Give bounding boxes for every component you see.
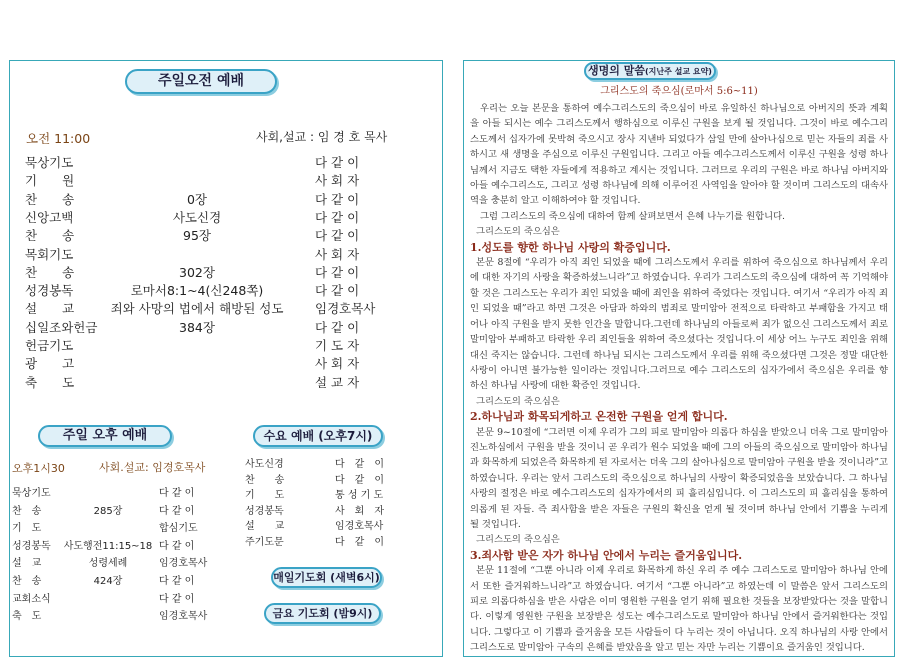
sermon-point-3-heading: 3.죄사함 받은 자가 하나님 안에서 누리는 즐거움입니다.	[470, 548, 743, 562]
morning-order-by: 다 같 이	[315, 283, 360, 299]
morning-order-row	[9, 264, 443, 282]
afternoon-order-row	[9, 610, 234, 624]
morning-order-row	[9, 154, 443, 172]
morning-order-by: 다 같 이	[315, 264, 360, 280]
sermon-title-badge	[584, 62, 716, 80]
sermon-title: 생명의 말씀	[588, 64, 645, 77]
morning-order-by: 사 회 자	[315, 173, 360, 189]
afternoon-order-row	[9, 593, 234, 607]
morning-order-detail: 95장	[183, 228, 211, 244]
afternoon-service-leader: 사회.설교: 임경호목사	[99, 461, 206, 474]
afternoon-order-by: 임경호목사	[159, 611, 208, 623]
morning-order-item: 십일조와헌금	[25, 319, 98, 335]
morning-order-row	[9, 191, 443, 209]
wednesday-order-by: 통 성 기 도	[335, 490, 384, 502]
wednesday-order-item: 찬 송	[245, 474, 285, 486]
morning-order-by: 다 같 이	[315, 319, 360, 335]
afternoon-order-detail: 424장	[93, 576, 123, 587]
sermon-intro-2: 그럼 그리스도의 죽으심에 대하여 함께 살펴보면서 은혜 나누기를 원합니다.	[480, 210, 786, 222]
morning-order-detail: 384장	[179, 319, 215, 335]
daily-prayer-meeting: 매일기도회 (새벽6시)	[271, 567, 382, 588]
afternoon-order-by: 다 같 이	[159, 540, 195, 552]
morning-order-by: 다 같 이	[315, 228, 360, 244]
morning-order-item: 헌금기도	[25, 338, 74, 353]
wednesday-order-row	[245, 505, 435, 519]
wednesday-service-title: 수요 예배 (오후7시)	[253, 425, 383, 447]
sermon-point-1-body: 본문 8절에 “우리가 아직 죄인 되었을 때에 그리스도께서 우리를 위하여 죽으심으로 하나님께서 우리에 대한 자기의 사랑을 확증하셨느니라”고 하였습니다. 우리가 그리스도의 죽으심에 대하여 꼭 기억해야 할 것은 그리스도는 우리가 죄인 되었을 때에 죄인을 위하여 죽었다는 것입니다. 여기서 “우리가 아직 죄인 되었을 때”라고 하면 그것은 아담과 하와의 범죄로 말미암아 전적으로 타락하고 부패함을 가지고 태어나 아직 구원을 받지 못한 인간을 말합니다.그런데 하나님의 아들로써 죄가 없으신 그리스도께서 죄로 말미암아 부패하고 타락한 우리 죄인들을 위하여 죽으셨다는 것입니다.이 세상 어느 누구도 죄인을 위해 대신 죽지는 않습니다. 그런데 하나님 되시는 그리스도께서 우리를 위해 죽으셨다면 그것은 정말 대단한 사랑이 아니면 불가능한 일이라는 것입니다.그러므로 예수 그리스도의 십자가에서 죽으심은 우리를 향하신 하나님 사랑에 대한 확증인 것입니다.	[470, 257, 888, 392]
wednesday-order-by: 사 회 자	[335, 505, 384, 517]
afternoon-order-by: 다 같 이	[159, 505, 195, 517]
morning-order-item: 광 고	[25, 356, 75, 372]
morning-order-item: 축 도	[25, 374, 75, 390]
morning-order-by: 다 같 이	[315, 155, 360, 170]
wednesday-order-item: 기 도	[245, 490, 285, 502]
morning-order-by: 다 같 이	[315, 209, 360, 225]
sermon-point-3-body: 본문 11절에 “그뿐 아니라 이제 우리로 화목하게 하신 우리 주 예수 그리스도로 말미암아 하나님 안에서 또한 즐거워하느니라”고 하였습니다. 여기서 “그뿐 아니라”고 하였는데 이 말씀은 앞서 그리스도의 피로 의롭다하심을 받은 사람은 이미 영원한 구원을 얻기 위해 필요한 것들을 보장받았다는 것을 말합니다. 이렇게 영원한 구원을 보장받은 성도는 예수그리스도로 말미암아 하나님 안에서 즐거워한다는 것입니다. 그렇다고 이 기쁨과 즐거움을 모든 사람들이 다 누리는 것이 아닙니다. 오직 하나님의 사랑 안에서 그리스도로 말미암아 구속의 은혜를 받았음을 알고 믿는 자만 누리는 기쁨이요 즐거움인 것입니다.	[470, 565, 888, 654]
afternoon-order-row	[9, 575, 234, 589]
morning-order-item: 찬 송	[25, 228, 75, 244]
sermon-point-label: 그리스도의 죽으심은	[476, 226, 560, 238]
afternoon-order-detail: 285장	[93, 505, 123, 517]
sermon-point-2-body: 본문 9~10절에 “그러면 이제 우리가 그의 피로 말미암아 의롭다 하심을 받았으니 더욱 그로 말미암아 진노하심에서 구원을 받을 것이니 곧 우리가 원수 되었을 때에 그의 아들의 죽으심으로 말미암아 하나님과 화목하게 되었은즉 화목하게 된 자로서는 더욱 그의 살아나심으로 말미암아 구원을 받을 것이니라”고 하였습니다. 우리는 앞서 그리스도의 죽으심으로 하나님의 사랑이 확증되었음을 보았습니다. 그 하나님 사랑의 절정은 바로 예수그리스도의 십자가에서의 피 흘리심입니다. 이 그리스도의 피 흘리심을 통하여 의롭게 된 자들. 즉 죄사함을 받은 자들은 구원의 확신을 얻게 될 것이며 하나님 안에서 기쁨을 누리게 될 것입니다.	[470, 426, 888, 530]
morning-order-row	[9, 209, 443, 227]
morning-order-row	[9, 300, 443, 318]
morning-order-list	[9, 154, 443, 394]
morning-order-detail: 0장	[186, 191, 208, 207]
morning-service-title: 주일오전 예배	[125, 69, 277, 94]
wednesday-order-item: 성경봉독	[245, 505, 284, 517]
afternoon-order-detail: 사도행전11:15~18	[63, 540, 153, 552]
afternoon-order-by: 다 같 이	[159, 488, 195, 499]
afternoon-order-row	[9, 522, 234, 536]
afternoon-order-item: 축 도	[12, 611, 42, 623]
morning-order-row	[9, 319, 443, 337]
afternoon-order-by: 다 같 이	[159, 593, 195, 605]
sermon-point-1-heading: 1.성도를 향한 하나님 사랑의 확증입니다.	[470, 240, 671, 254]
afternoon-order-by: 임경호목사	[159, 558, 208, 570]
wednesday-order-row	[245, 520, 435, 534]
sermon-subtitle: 그리스도의 죽으심(로마서 5:6~11)	[600, 86, 758, 97]
wednesday-order-item: 주기도문	[245, 537, 284, 548]
wednesday-order-item: 사도신경	[245, 459, 284, 470]
sermon-intro: 우리는 오늘 본문을 통하여 예수그리스도의 죽으심이 바로 유일하신 하나님으로 아버지의 뜻과 계획을 아들 되시는 예수 그리스도께서 행하심으로 이루신 구원을 보게 될 것입니다. 그것이 바로 예수그리스도께서 십자가에 못박혀 죽으시고 장사 지낸바 되었다가 삼일 만에 살아나심으로 믿는 자들의 죄를 사하시고 새 생명을 주심으로 이루신 구원입니다. 그리고 아들 예수그리스도께서 이루신 구원을 성령 하나님께서 지금도 택한 자들에게 적용하고 계시는 것입니다. 그러므로 우리의 구원은 바로 하나님 아버지와 아들 예수그리스도, 그리고 성령 하나님에 의해 이루어진 사역임을 알아야 할 것이며 그리스도의 대속사역을 충분히 알고 이해하여야 할 것입니다.	[470, 103, 888, 207]
afternoon-order-list	[9, 487, 234, 632]
afternoon-order-by: 합심기도	[159, 523, 198, 535]
morning-order-detail: 로마서8:1~4(신248쪽)	[130, 283, 264, 299]
afternoon-order-item: 찬 송	[12, 505, 42, 517]
morning-order-row	[9, 355, 443, 373]
sermon-title-note: (지난주 설교 요약)	[644, 67, 712, 76]
morning-order-by: 기 도 자	[315, 338, 360, 353]
morning-order-item: 찬 송	[25, 191, 75, 207]
afternoon-order-item: 기 도	[12, 523, 42, 535]
sermon-point-2-heading: 2.하나님과 화목되게하고 온전한 구원을 얻게 합니다.	[470, 410, 728, 424]
morning-service-leader: 사회,설교 : 임 경 호 목사	[256, 130, 388, 144]
afternoon-service-title: 주일 오후 예배	[38, 425, 172, 447]
afternoon-order-row	[9, 540, 234, 554]
sermon-point-label: 그리스도의 죽으심은	[476, 534, 560, 546]
wednesday-order-by: 다 같 이	[335, 474, 384, 486]
morning-order-row	[9, 172, 443, 190]
afternoon-order-item: 성경봉독	[12, 540, 51, 552]
morning-order-item: 묵상기도	[25, 155, 74, 170]
wednesday-order-item: 설 교	[245, 521, 285, 533]
wednesday-order-list	[245, 458, 435, 553]
morning-order-detail: 302장	[179, 264, 215, 280]
wednesday-order-by: 임경호목사	[335, 521, 384, 533]
morning-order-item: 목회기도	[25, 246, 74, 262]
afternoon-order-item: 교회소식	[12, 593, 51, 605]
afternoon-order-row	[9, 557, 234, 571]
morning-service-time: 오전 11:00	[26, 131, 91, 146]
sermon-point-label: 그리스도의 죽으심은	[476, 395, 560, 407]
morning-order-item: 성경봉독	[25, 283, 74, 299]
afternoon-service-time: 오후1시30	[12, 462, 65, 475]
morning-order-row	[9, 337, 443, 355]
sermon-body	[470, 101, 888, 656]
morning-order-by: 다 같 이	[315, 191, 360, 207]
afternoon-order-detail: 성령세례	[88, 558, 128, 570]
afternoon-order-row	[9, 505, 234, 519]
afternoon-order-by: 다 같 이	[159, 576, 195, 587]
wednesday-order-by: 다 같 이	[335, 537, 384, 548]
morning-order-item: 찬 송	[25, 264, 75, 280]
morning-order-row	[9, 246, 443, 264]
morning-order-item: 설 교	[25, 301, 75, 317]
wednesday-order-row	[245, 458, 435, 472]
morning-order-row	[9, 374, 443, 392]
morning-order-item: 신앙고백	[25, 209, 74, 225]
morning-order-row	[9, 227, 443, 245]
wednesday-order-row	[245, 536, 435, 550]
afternoon-order-row	[9, 487, 234, 501]
morning-order-by: 설 교 자	[315, 374, 360, 390]
afternoon-order-item: 찬 송	[12, 576, 42, 587]
friday-prayer-meeting: 금요 기도회 (밤9시)	[264, 603, 381, 624]
morning-order-by: 사 회 자	[315, 246, 360, 262]
morning-order-by: 사 회 자	[315, 356, 360, 372]
afternoon-order-item: 묵상기도	[12, 488, 51, 499]
morning-order-row	[9, 282, 443, 300]
wednesday-order-row	[245, 489, 435, 503]
wednesday-order-row	[245, 474, 435, 488]
morning-order-detail: 죄와 사망의 법에서 해방된 성도	[110, 301, 284, 317]
afternoon-order-item: 설 교	[12, 558, 42, 570]
wednesday-order-by: 다 같 이	[335, 459, 384, 470]
morning-order-item: 기 원	[25, 173, 75, 189]
morning-order-by: 임경호목사	[315, 301, 376, 317]
morning-order-detail: 사도신경	[172, 209, 222, 225]
